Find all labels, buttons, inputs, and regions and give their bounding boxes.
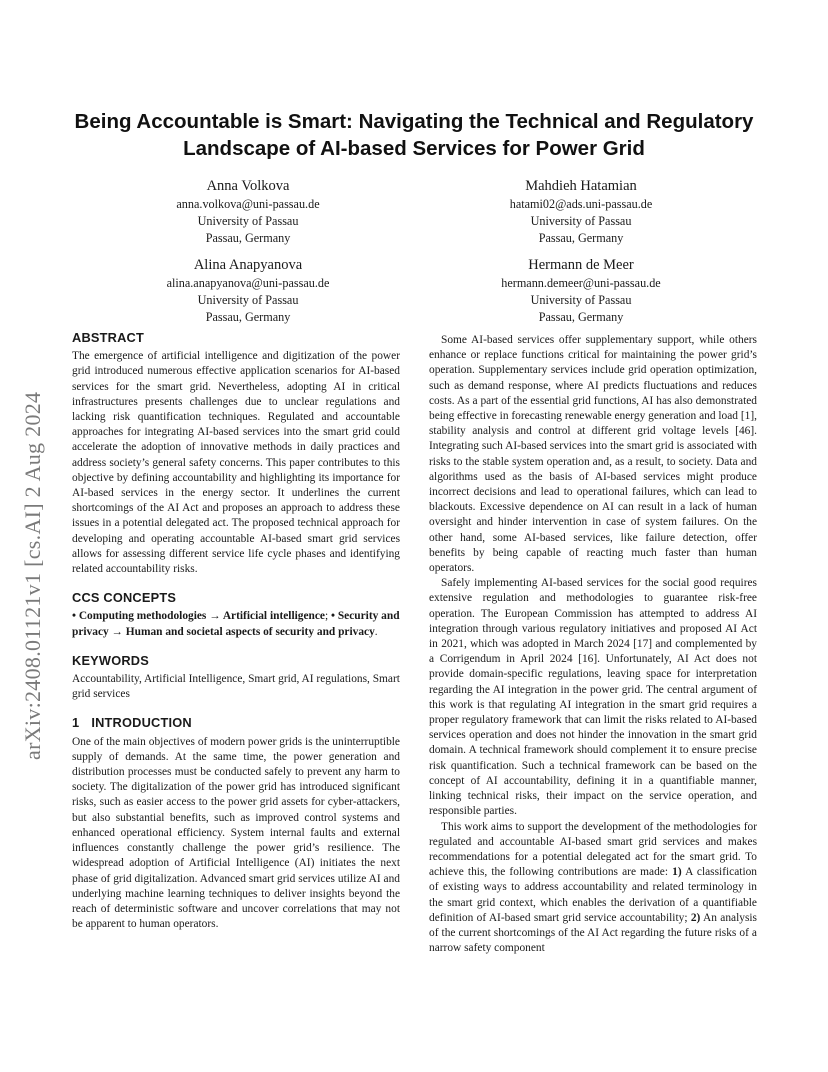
ccs-item: • Computing methodologies → Artificial intelligence xyxy=(72,610,325,623)
author-affiliation: University of Passau xyxy=(197,293,299,307)
contribution-text: A classification of existing ways to address accountability and related terminology in the smart grid context, which enables the derivation of a quantifiable definition of AI-based smart grid service accountability; xyxy=(429,866,758,924)
author-block xyxy=(118,176,378,247)
right-column xyxy=(429,333,757,956)
author-name: Hermann de Meer xyxy=(528,257,634,273)
paragraph: Some AI-based services offer supplementary support, while others enhance or replace functions critical for maintaining the power grid’s operation. Supplementary services include grid operation optimization, such as demand response, where AI predicts fluctuations and reduces costs. As a part of the essential grid functions, AI has also demonstrated being effective in forecasting renewable energy generation and load [1], stability analysis and control at different grid voltage levels [46]. Integrating such AI-based services into the smart grid is associated with risks to the stable system operation and, as a result, to society. Data and algorithms used as the basis of AI-based services might produce incorrect decisions and lead to operational failures, which can lead to blackouts. Excessive dependence on AI can result in a lack of human oversight and hinder intervention in case of system failures. On the other hand, some AI-based services, like failure detection, offer benefits by being capable of reacting much faster than human operators. xyxy=(429,334,757,575)
paragraph xyxy=(429,820,757,957)
abstract-text: The emergence of artificial intelligence and digitization of the power grid introduced numerous effective application scenarios for AI-based services for the smart grid. Nevertheless, adopting AI in critical infrastructures presents challenges due to unclear regulations and lacking risk quantification techniques. Regulated and accountable approaches for integrating AI-based services into the smart grid could accelerate the adoption of innovative methods in daily practices and address society’s general safety concerns. This paper contributes to this objective by defining accountability and highlighting its importance for AI-based services in the energy sector. It underlines the current shortcomings of the AI Act and proposes an approach to address these issues in a potential delegated act. The proposed technical approach for developing and operating accountable AI-based smart grid services allows for assessing different service life cycle phases and identifying related accountability risks. xyxy=(72,350,400,576)
section-number: 1 xyxy=(72,715,80,731)
author-location: Passau, Germany xyxy=(538,310,624,324)
paragraph-text: This work aims to support the development of the methodologies for regulated and accountable AI-based smart grid services and makes recommendations for a potential delegated act for the smart grid. To achieve this, the following contributions are made: xyxy=(429,820,757,879)
author-affiliation: University of Passau xyxy=(197,214,299,228)
section-title: INTRODUCTION xyxy=(91,715,192,731)
author-location: Passau, Germany xyxy=(205,310,291,324)
author-block xyxy=(451,176,711,247)
contribution-label: 1) xyxy=(672,866,682,879)
ccs-end: . xyxy=(374,625,378,638)
author-location: Passau, Germany xyxy=(538,231,624,245)
author-email: anna.volkova@uni-passau.de xyxy=(176,197,320,211)
ccs-heading: CCS CONCEPTS xyxy=(72,590,177,606)
paragraph: Safely implementing AI-based services for the social good requires extensive regulation and methodologies to guarantee risk-free operation. The European Commission has attempted to address AI integration through various regulatory initiatives and proposed AI Act in 2021, which was adopted in March 2024 [17] and complemented by a Corrigendum in April 2024 [16]. Unfortunately, AI Act does not provide domain-specific regulations, leaving space for interpretation regarding the AI integration in the power grid. The central argument of this work is that regulating AI integration in the smart grid requires a proper regulatory framework that can limit the risks related to AI-based services operation and does not hinder the innovation in the smart grid domain. A technical framework should complement it to ensure precise risk quantification. Such a technical framework can be based on the concept of AI accountability, defining it in a quantifiable manner, linking technical risks, their impact on the service operation, and responsible parties. xyxy=(429,577,757,818)
ccs-separator: ; xyxy=(324,610,331,623)
author-location: Passau, Germany xyxy=(205,231,291,245)
author-name: Alina Anapyanova xyxy=(193,257,303,273)
author-block xyxy=(451,255,711,326)
author-affiliation: University of Passau xyxy=(530,293,632,307)
author-email: hatami02@ads.uni-passau.de xyxy=(509,197,653,211)
author-name: Mahdieh Hatamian xyxy=(525,178,637,194)
section-heading xyxy=(72,715,400,730)
abstract-heading: ABSTRACT xyxy=(72,330,144,345)
contribution-text: An analysis of the current shortcomings of the AI Act regarding the future risks of a narrow safety component xyxy=(429,911,757,955)
paper-title: Being Accountable is Smart: Navigating the Technical and Regulatory Landscape of AI-based Services for Power Grid xyxy=(74,110,754,160)
contribution-label: 2) xyxy=(690,911,701,924)
author-name: Anna Volkova xyxy=(206,178,290,194)
ccs-item: • Security and privacy → Human and societal aspects of security and privacy xyxy=(72,610,400,638)
author-email: hermann.demeer@uni-passau.de xyxy=(501,276,661,290)
author-affiliation: University of Passau xyxy=(530,214,632,228)
author-block xyxy=(118,255,378,326)
author-email: alina.anapyanova@uni-passau.de xyxy=(166,276,330,290)
arxiv-identifier: arXiv:2408.01121v1 [cs.AI] 2 Aug 2024 xyxy=(20,391,45,760)
paragraph: One of the main objectives of modern power grids is the uninterruptible supply of demands. At the same time, the power generation and distribution processes must be conducted safely to prevent any harm to society. The digitalization of the power grid has introduced significant risks, such as easier access to the power grid assets for cyber-attackers, but also substantial benefits, such as improved control systems and enhanced operational efficiency. System internal faults and external influences constantly challenge the power grid’s resilience. The widespread adoption of Artificial Intelligence (AI) initiates the next phase of grid digitalization. Advanced smart grid services utilize AI and underlying machine learning techniques to deliver insights beyond the reach of deterministic software and uncover correlations that may not be apparent to human operators. xyxy=(72,735,400,931)
left-column xyxy=(72,330,400,932)
keywords-text: Accountability, Artificial Intelligence, Smart grid, AI regulations, Smart grid services xyxy=(72,673,400,701)
ccs-concepts xyxy=(72,609,400,639)
keywords-heading: KEYWORDS xyxy=(72,652,149,668)
